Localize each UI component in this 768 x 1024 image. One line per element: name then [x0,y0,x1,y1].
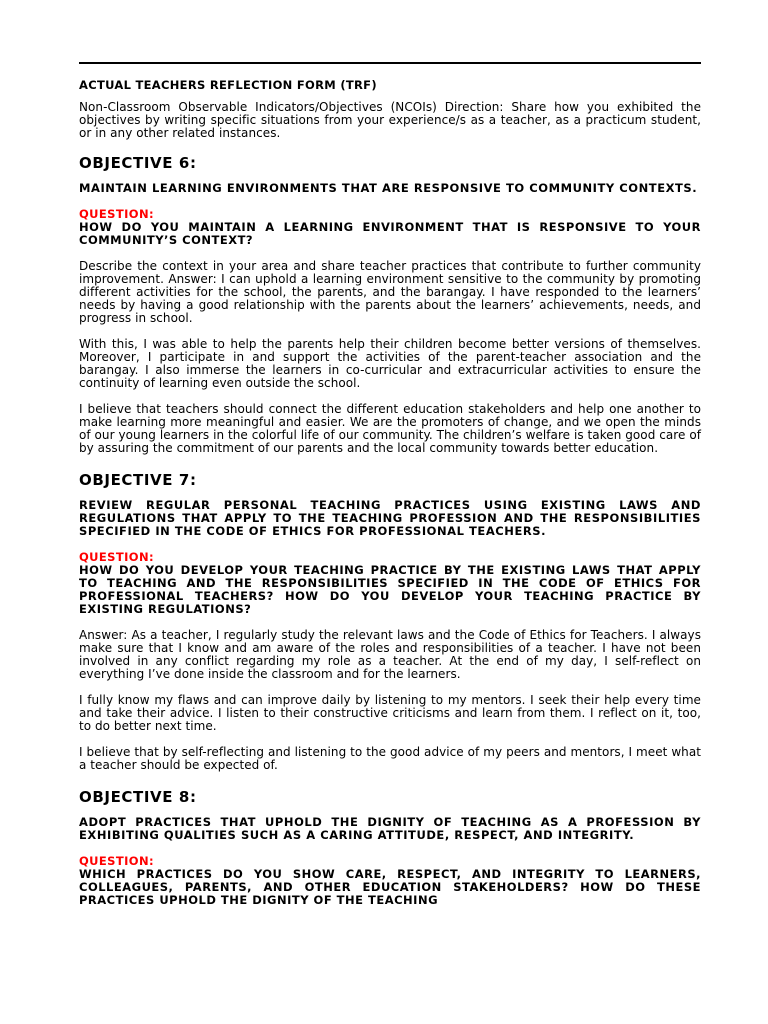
objective-7-question: HOW DO YOU DEVELOP YOUR TEACHING PRACTICE BY THE EXISTING LAWS THAT APPLY TO TEACHING AND THE RESPONSIBILITIES SPECIFIED IN THE CODE OF ETHICS FOR PROFESSIONAL TEACHERS? HOW DO YOU DEVELOP YOUR TEACHING PRACTICE BY EXISTING REGULATIONS? [79,563,701,616]
objective-7-text: REVIEW REGULAR PERSONAL TEACHING PRACTICES USING EXISTING LAWS AND REGULATIONS THAT APPLY TO THE TEACHING PROFESSION AND THE RESPONSIBILITIES SPECIFIED IN THE CODE OF ETHICS FOR PROFESSIONAL TEACHERS. [79,498,701,538]
objective-6-text: MAINTAIN LEARNING ENVIRONMENTS THAT ARE RESPONSIVE TO COMMUNITY CONTEXTS. [79,181,698,195]
objective-7-answer-3: I believe that by self-reflecting and listening to the good advice of my peers and mentors, I meet what a teacher should be expected of. [79,745,701,772]
question-label: QUESTION: [79,550,154,564]
objective-7-title: OBJECTIVE 7: [79,471,197,489]
objective-6-title: OBJECTIVE 6: [79,154,197,172]
objective-8-text: ADOPT PRACTICES THAT UPHOLD THE DIGNITY OF TEACHING AS A PROFESSION BY EXHIBITING QUALITIES SUCH AS A CARING ATTITUDE, RESPECT, AND INTEGRITY. [79,815,701,842]
objective-8-title: OBJECTIVE 8: [79,788,197,806]
question-label: QUESTION: [79,854,154,868]
objective-6-answer-2: With this, I was able to help the parents help their children become better versions of themselves. Moreover, I participate in and support the activities of the parent-teacher association and the barangay. I also immerse the learners in co-curricular and extracurricular activities to ensure the continuity of learning even outside the school. [79,337,701,390]
objective-7-section [79,471,701,772]
objective-8-question: WHICH PRACTICES DO YOU SHOW CARE, RESPECT, AND INTEGRITY TO LEARNERS, COLLEAGUES, PARENTS, AND OTHER EDUCATION STAKEHOLDERS? HOW DO THESE PRACTICES UPHOLD THE DIGNITY OF THE TEACHING [79,867,701,907]
top-rule [79,62,701,64]
objective-6-answer-3: I believe that teachers should connect the different education stakeholders and help one another to make learning more meaningful and easier. We are the promoters of change, and we open the minds of our young learners in the colorful life of our community. The children’s welfare is taken good care of by assuring the commitment of our parents and the local community towards better education. [79,402,701,455]
objective-6-section [79,154,701,455]
objective-6-question: HOW DO YOU MAINTAIN A LEARNING ENVIRONMENT THAT IS RESPONSIVE TO YOUR COMMUNITY’S CONTEXT? [79,220,701,247]
document-body [79,78,701,920]
objective-7-answer-2: I fully know my flaws and can improve daily by listening to my mentors. I seek their help every time and take their advice. I listen to their constructive criticisms and learn from them. I reflect on it, too, to do better next time. [79,693,701,733]
objective-6-answer-1: Describe the context in your area and share teacher practices that contribute to further community improvement. Answer: I can uphold a learning environment sensitive to the community by promoting different activities for the school, the parents, and the barangay. I have responded to the learners’ needs by having a good relationship with the parents about the learners’ achievements, needs, and progress in school. [79,259,701,325]
form-title: ACTUAL TEACHERS REFLECTION FORM (TRF) [79,78,377,92]
question-label: QUESTION: [79,207,154,221]
objective-7-answer-1: Answer: As a teacher, I regularly study the relevant laws and the Code of Ethics for Teachers. I always make sure that I know and am aware of the roles and responsibilities of a teacher. I have not been involved in any conflict regarding my role as a teacher. At the end of my day, I self-reflect on everything I’ve done inside the classroom and for the learners. [79,628,701,681]
intro-direction: Non-Classroom Observable Indicators/Objectives (NCOIs) Direction: Share how you exhibited the objectives by writing specific situations from your experience/s as a teacher, as a practicum student, or in any other related instances. [79,100,701,140]
objective-8-section [79,788,701,907]
